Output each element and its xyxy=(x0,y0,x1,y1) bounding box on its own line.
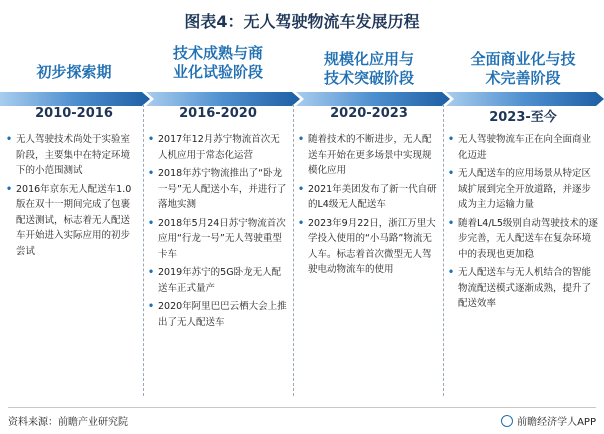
event-text: 随着L4/L5级别自动驾驶技术的逐步完善，无人配送车在复杂环境中的表现也更加稳 xyxy=(458,217,598,260)
event-text: 无人配送车的应用场景从特定区域扩展到完全开放道路，并逐步成为主力运输力量 xyxy=(458,168,592,210)
timeline-segment-3 xyxy=(296,92,450,106)
event-item xyxy=(148,132,288,163)
timeline-segment-2 xyxy=(146,92,300,106)
brand-name: 前瞻经济学人APP xyxy=(517,417,596,428)
event-item xyxy=(298,132,440,179)
event-item xyxy=(298,182,440,213)
column-separator xyxy=(143,104,144,396)
stage-4-name xyxy=(448,50,598,88)
bullet-icon: • xyxy=(148,168,155,179)
column-separator xyxy=(443,104,444,396)
stage-3-name-line2: 技术突破阶段 xyxy=(323,69,414,87)
column-separator xyxy=(293,104,294,396)
event-item xyxy=(448,166,600,213)
stage-4-name-line1: 全面商业化与技 xyxy=(470,50,576,68)
stage-3-years: 2020-2023 xyxy=(330,106,408,121)
event-item xyxy=(448,132,600,163)
stage-4-events xyxy=(448,132,600,315)
event-item xyxy=(6,182,138,260)
event-text: 2016年京东无人配送车1.0版在双十一期间完成了包裹配送测试，标志着无人配送车开始进入实际应用的初步尝试 xyxy=(16,183,132,257)
event-item xyxy=(6,132,138,179)
event-text: 2020年阿里巴巴云栖大会上推出了无人配送车 xyxy=(158,301,287,328)
timeline-arrow-band xyxy=(0,92,604,106)
bullet-icon: • xyxy=(6,134,13,145)
bullet-icon: • xyxy=(298,183,305,195)
event-text: 无人配送车与无人机结合的智能物流配送模式逐渐成熟，提升了配送效率 xyxy=(458,267,592,309)
bullet-icon: • xyxy=(448,168,455,179)
stage-1-name-line1: 初步探索期 xyxy=(36,63,112,81)
event-text: 无人驾驶物流车正在向全面商业化迈进 xyxy=(458,134,592,161)
footer xyxy=(8,407,596,428)
bullet-icon: • xyxy=(448,134,455,145)
stage-2-name-line2: 业化试验阶段 xyxy=(172,63,263,81)
event-text: 2021年美团发布了新一代自研的L4级无人配送车 xyxy=(308,183,437,210)
bullet-icon: • xyxy=(448,267,455,278)
stage-4-years: 2023-至今 xyxy=(489,110,557,125)
stage-2-years: 2016-2020 xyxy=(179,106,257,121)
stage-3-name xyxy=(298,50,440,88)
chart-title: 图表4：无人驾驶物流车发展历程 xyxy=(184,12,420,31)
timeline-segment-4 xyxy=(446,92,604,106)
event-text: 2017年12月苏宁物流首次无人机应用于常态化运营 xyxy=(158,134,280,161)
bullet-icon: • xyxy=(6,183,13,195)
bullet-icon: • xyxy=(448,217,455,229)
timeline-segment-1 xyxy=(0,92,150,106)
event-text: 2018年5月24日苏宁物流首次应用“行龙一号”无人驾驶重型卡车 xyxy=(158,217,286,260)
stage-3-events xyxy=(298,132,440,281)
event-item xyxy=(148,299,288,330)
source-note: 资料来源：前瞻产业研究院 xyxy=(8,417,128,428)
stage-2-events xyxy=(148,132,288,333)
brand-credit xyxy=(501,413,596,428)
event-item xyxy=(448,216,600,263)
event-item xyxy=(148,265,288,296)
event-text: 2019年苏宁的5G卧龙无人配送车正式量产 xyxy=(158,267,282,294)
event-text: 随着技术的不断进步，无人配送车开始在更多场景中实现规模化应用 xyxy=(308,134,432,176)
stage-1-name xyxy=(8,63,140,82)
stage-2-name-line1: 技术成熟与商 xyxy=(172,44,263,62)
bullet-icon: • xyxy=(148,267,155,278)
stage-2-name xyxy=(148,44,288,82)
stage-1-years: 2010-2016 xyxy=(35,106,113,121)
bullet-icon: • xyxy=(298,217,305,229)
event-text: 无人驾驶技术尚处于实验室阶段，主要集中在特定环境下的小范围测试 xyxy=(16,134,131,176)
event-item xyxy=(148,216,288,263)
bullet-icon: • xyxy=(298,134,305,145)
event-text: 2018年苏宁物流推出了“卧龙一号”无人配送小车，并进行了落地实测 xyxy=(158,168,287,210)
event-item xyxy=(448,265,600,312)
bullet-icon: • xyxy=(148,134,155,145)
bullet-icon: • xyxy=(148,217,155,229)
event-item xyxy=(298,216,440,278)
stage-4-name-line2: 术完善阶段 xyxy=(485,69,561,87)
stage-3-name-line1: 规模化应用与 xyxy=(323,50,414,68)
event-text: 2023年9月22日，浙江万里大学投入使用的“小马路”物流无人车。标志着首次微型无人驾驶电动物流车的使用 xyxy=(308,217,436,275)
brand-logo-icon xyxy=(501,415,513,427)
bullet-icon: • xyxy=(148,301,155,312)
event-item xyxy=(148,166,288,213)
stage-1-events xyxy=(6,132,138,262)
